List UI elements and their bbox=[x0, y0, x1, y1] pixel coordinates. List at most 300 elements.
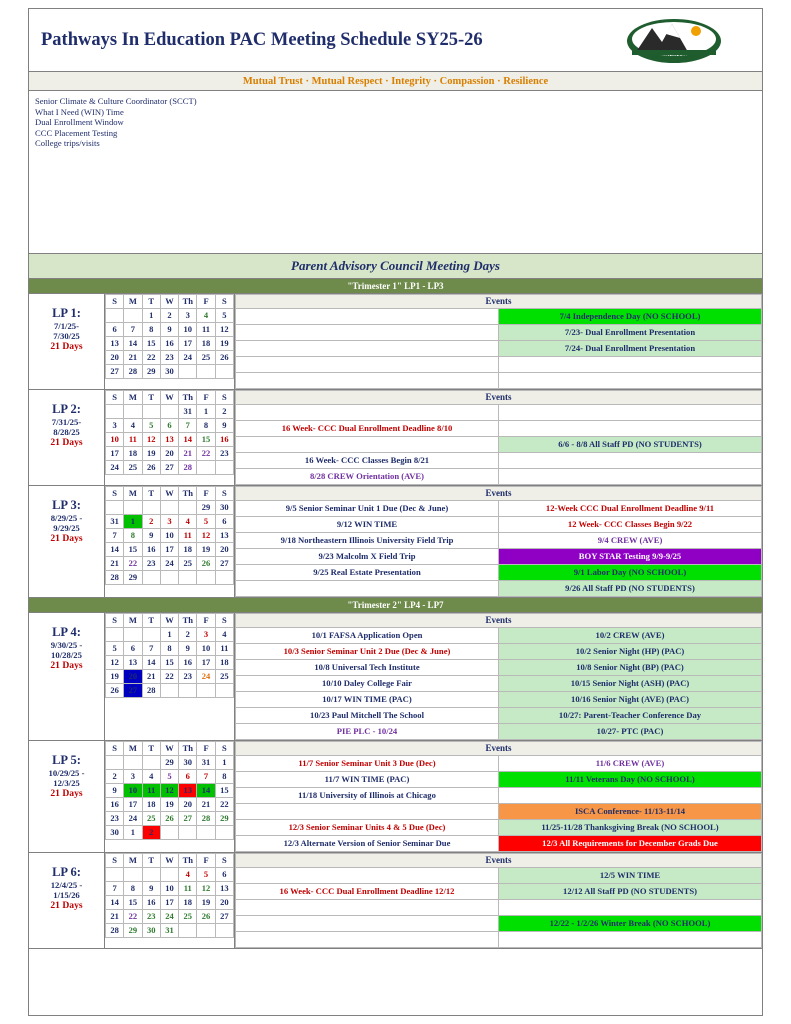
calendar-day-cell[interactable]: 10 bbox=[197, 642, 215, 656]
calendar-day-cell[interactable]: 4 bbox=[197, 309, 215, 323]
calendar-day-cell[interactable]: 24 bbox=[124, 812, 142, 826]
calendar-day-cell[interactable]: 12 bbox=[197, 882, 215, 896]
calendar-day-cell[interactable]: 14 bbox=[106, 543, 124, 557]
calendar-day-cell[interactable]: 23 bbox=[142, 557, 160, 571]
event-right-cell[interactable]: BOY STAR Testing 9/9-9/25 bbox=[499, 549, 762, 565]
calendar-day-cell[interactable]: 19 bbox=[160, 798, 178, 812]
calendar-day-cell[interactable]: 29 bbox=[142, 365, 160, 379]
event-left-cell[interactable] bbox=[236, 581, 499, 597]
event-left-cell[interactable]: 10/8 Universal Tech Institute bbox=[236, 660, 499, 676]
calendar-day-cell[interactable]: 10 bbox=[160, 882, 178, 896]
calendar-day-cell[interactable]: 12 bbox=[160, 784, 178, 798]
event-left-cell[interactable] bbox=[236, 804, 499, 820]
calendar-day-cell[interactable]: 4 bbox=[124, 419, 142, 433]
event-right-cell[interactable]: 9/26 All Staff PD (NO STUDENTS) bbox=[499, 581, 762, 597]
event-left-cell[interactable]: 12/3 Alternate Version of Senior Seminar Due bbox=[236, 836, 499, 852]
calendar-day-cell[interactable]: 5 bbox=[106, 642, 124, 656]
calendar-day-cell[interactable]: 12 bbox=[142, 433, 160, 447]
event-left-cell[interactable]: 10/3 Senior Seminar Unit 2 Due (Dec & June) bbox=[236, 644, 499, 660]
calendar-day-cell[interactable]: 2 bbox=[215, 405, 233, 419]
event-right-cell[interactable]: 10/2 Senior Night (HP) (PAC) bbox=[499, 644, 762, 660]
calendar-day-cell[interactable] bbox=[197, 684, 215, 698]
calendar-day-cell[interactable]: 14 bbox=[179, 433, 197, 447]
calendar-day-cell[interactable]: 21 bbox=[106, 910, 124, 924]
calendar-day-cell[interactable]: 25 bbox=[215, 670, 233, 684]
calendar-day-cell[interactable] bbox=[215, 461, 233, 475]
event-left-cell[interactable]: 11/7 Senior Seminar Unit 3 Due (Dec) bbox=[236, 756, 499, 772]
event-right-cell[interactable] bbox=[499, 788, 762, 804]
calendar-day-cell[interactable] bbox=[106, 628, 124, 642]
calendar-day-cell[interactable]: 3 bbox=[160, 515, 178, 529]
event-right-cell[interactable]: 9/4 CREW (AVE) bbox=[499, 533, 762, 549]
calendar-day-cell[interactable]: 31 bbox=[106, 515, 124, 529]
calendar-day-cell[interactable]: 28 bbox=[197, 812, 215, 826]
calendar-day-cell[interactable]: 2 bbox=[179, 628, 197, 642]
calendar-day-cell[interactable]: 4 bbox=[179, 868, 197, 882]
calendar-day-cell[interactable]: 9 bbox=[106, 784, 124, 798]
calendar-day-cell[interactable] bbox=[124, 501, 142, 515]
calendar-day-cell[interactable] bbox=[142, 501, 160, 515]
calendar-day-cell[interactable]: 24 bbox=[160, 910, 178, 924]
event-left-cell[interactable]: 9/23 Malcolm X Field Trip bbox=[236, 549, 499, 565]
calendar-day-cell[interactable]: 11 bbox=[179, 882, 197, 896]
calendar-day-cell[interactable] bbox=[106, 501, 124, 515]
calendar-day-cell[interactable]: 10 bbox=[160, 529, 178, 543]
calendar-day-cell[interactable] bbox=[179, 571, 197, 585]
calendar-day-cell[interactable]: 3 bbox=[106, 419, 124, 433]
calendar-day-cell[interactable] bbox=[160, 405, 178, 419]
calendar-day-cell[interactable]: 28 bbox=[106, 571, 124, 585]
calendar-day-cell[interactable]: 16 bbox=[215, 433, 233, 447]
calendar-day-cell[interactable]: 2 bbox=[106, 770, 124, 784]
calendar-day-cell[interactable]: 28 bbox=[142, 684, 160, 698]
event-left-cell[interactable]: 10/10 Daley College Fair bbox=[236, 676, 499, 692]
calendar-day-cell[interactable]: 23 bbox=[106, 812, 124, 826]
calendar-day-cell[interactable]: 18 bbox=[124, 447, 142, 461]
calendar-day-cell[interactable]: 1 bbox=[142, 309, 160, 323]
calendar-day-cell[interactable]: 24 bbox=[106, 461, 124, 475]
calendar-day-cell[interactable] bbox=[106, 756, 124, 770]
calendar-day-cell[interactable] bbox=[160, 571, 178, 585]
calendar-day-cell[interactable] bbox=[106, 868, 124, 882]
calendar-day-cell[interactable]: 23 bbox=[142, 910, 160, 924]
calendar-day-cell[interactable]: 14 bbox=[124, 337, 142, 351]
calendar-day-cell[interactable]: 26 bbox=[197, 910, 215, 924]
calendar-day-cell[interactable]: 11 bbox=[197, 323, 215, 337]
calendar-day-cell[interactable]: 2 bbox=[142, 515, 160, 529]
calendar-day-cell[interactable]: 6 bbox=[215, 515, 233, 529]
calendar-day-cell[interactable] bbox=[215, 571, 233, 585]
calendar-day-cell[interactable]: 6 bbox=[106, 323, 124, 337]
calendar-day-cell[interactable]: 2 bbox=[160, 309, 178, 323]
calendar-day-cell[interactable]: 16 bbox=[160, 337, 178, 351]
calendar-day-cell[interactable]: 8 bbox=[124, 882, 142, 896]
calendar-day-cell[interactable]: 9 bbox=[179, 642, 197, 656]
calendar-day-cell[interactable]: 13 bbox=[215, 882, 233, 896]
calendar-day-cell[interactable]: 16 bbox=[142, 896, 160, 910]
event-left-cell[interactable]: 9/25 Real Estate Presentation bbox=[236, 565, 499, 581]
calendar-day-cell[interactable]: 21 bbox=[142, 670, 160, 684]
calendar-day-cell[interactable]: 14 bbox=[106, 896, 124, 910]
event-left-cell[interactable]: 9/12 WIN TIME bbox=[236, 517, 499, 533]
calendar-day-cell[interactable]: 15 bbox=[124, 543, 142, 557]
calendar-day-cell[interactable]: 24 bbox=[179, 351, 197, 365]
calendar-day-cell[interactable]: 27 bbox=[179, 812, 197, 826]
calendar-day-cell[interactable]: 10 bbox=[106, 433, 124, 447]
calendar-day-cell[interactable]: 26 bbox=[142, 461, 160, 475]
calendar-day-cell[interactable]: 16 bbox=[179, 656, 197, 670]
event-left-cell[interactable]: 16 Week- CCC Dual Enrollment Deadline 8/10 bbox=[236, 421, 499, 437]
calendar-day-cell[interactable]: 29 bbox=[215, 812, 233, 826]
calendar-day-cell[interactable]: 13 bbox=[106, 337, 124, 351]
calendar-day-cell[interactable] bbox=[142, 628, 160, 642]
calendar-day-cell[interactable]: 29 bbox=[160, 756, 178, 770]
calendar-day-cell[interactable]: 13 bbox=[179, 784, 197, 798]
calendar-day-cell[interactable]: 14 bbox=[197, 784, 215, 798]
calendar-day-cell[interactable]: 25 bbox=[142, 812, 160, 826]
calendar-day-cell[interactable]: 25 bbox=[124, 461, 142, 475]
calendar-day-cell[interactable]: 10 bbox=[124, 784, 142, 798]
calendar-day-cell[interactable]: 9 bbox=[142, 882, 160, 896]
calendar-day-cell[interactable]: 14 bbox=[142, 656, 160, 670]
calendar-day-cell[interactable]: 18 bbox=[179, 896, 197, 910]
calendar-day-cell[interactable]: 8 bbox=[142, 323, 160, 337]
event-left-cell[interactable]: PIE PLC - 10/24 bbox=[236, 724, 499, 740]
calendar-day-cell[interactable]: 21 bbox=[124, 351, 142, 365]
calendar-day-cell[interactable]: 27 bbox=[106, 365, 124, 379]
event-right-cell[interactable]: 12/5 WIN TIME bbox=[499, 868, 762, 884]
calendar-day-cell[interactable]: 1 bbox=[124, 826, 142, 840]
event-right-cell[interactable]: 11/25-11/28 Thanksgiving Break (NO SCHOOL) bbox=[499, 820, 762, 836]
calendar-day-cell[interactable] bbox=[160, 826, 178, 840]
calendar-day-cell[interactable]: 31 bbox=[197, 756, 215, 770]
event-left-cell[interactable] bbox=[236, 373, 499, 389]
calendar-day-cell[interactable]: 28 bbox=[124, 365, 142, 379]
calendar-day-cell[interactable] bbox=[179, 826, 197, 840]
calendar-day-cell[interactable]: 13 bbox=[160, 433, 178, 447]
calendar-day-cell[interactable]: 7 bbox=[124, 323, 142, 337]
calendar-day-cell[interactable]: 20 bbox=[215, 543, 233, 557]
calendar-day-cell[interactable] bbox=[197, 461, 215, 475]
calendar-day-cell[interactable]: 7 bbox=[142, 642, 160, 656]
calendar-day-cell[interactable]: 21 bbox=[197, 798, 215, 812]
calendar-day-cell[interactable]: 21 bbox=[106, 557, 124, 571]
calendar-day-cell[interactable] bbox=[142, 868, 160, 882]
calendar-day-cell[interactable]: 19 bbox=[106, 670, 124, 684]
calendar-day-cell[interactable]: 7 bbox=[106, 529, 124, 543]
calendar-day-cell[interactable]: 30 bbox=[160, 365, 178, 379]
calendar-day-cell[interactable] bbox=[160, 868, 178, 882]
calendar-day-cell[interactable]: 15 bbox=[215, 784, 233, 798]
event-left-cell[interactable]: 11/7 WIN TIME (PAC) bbox=[236, 772, 499, 788]
event-left-cell[interactable] bbox=[236, 309, 499, 325]
event-right-cell[interactable]: 12 Week- CCC Classes Begin 9/22 bbox=[499, 517, 762, 533]
calendar-day-cell[interactable]: 23 bbox=[179, 670, 197, 684]
calendar-day-cell[interactable]: 28 bbox=[106, 924, 124, 938]
calendar-day-cell[interactable]: 22 bbox=[142, 351, 160, 365]
calendar-day-cell[interactable]: 26 bbox=[197, 557, 215, 571]
calendar-day-cell[interactable] bbox=[197, 571, 215, 585]
calendar-day-cell[interactable]: 27 bbox=[160, 461, 178, 475]
event-left-cell[interactable] bbox=[236, 341, 499, 357]
event-left-cell[interactable]: 9/5 Senior Seminar Unit 1 Due (Dec & June) bbox=[236, 501, 499, 517]
calendar-day-cell[interactable] bbox=[160, 684, 178, 698]
event-right-cell[interactable]: 12/22 - 1/2/26 Winter Break (NO SCHOOL) bbox=[499, 916, 762, 932]
calendar-day-cell[interactable] bbox=[179, 365, 197, 379]
calendar-day-cell[interactable]: 17 bbox=[197, 656, 215, 670]
calendar-day-cell[interactable]: 3 bbox=[179, 309, 197, 323]
event-right-cell[interactable]: 12/3 All Requirements for December Grads Due bbox=[499, 836, 762, 852]
calendar-day-cell[interactable]: 3 bbox=[124, 770, 142, 784]
calendar-day-cell[interactable] bbox=[197, 365, 215, 379]
event-right-cell[interactable]: 7/4 Independence Day (NO SCHOOL) bbox=[499, 309, 762, 325]
event-right-cell[interactable]: 6/6 - 8/8 All Staff PD (NO STUDENTS) bbox=[499, 437, 762, 453]
calendar-day-cell[interactable]: 6 bbox=[160, 419, 178, 433]
event-right-cell[interactable]: 10/2 CREW (AVE) bbox=[499, 628, 762, 644]
calendar-day-cell[interactable]: 9 bbox=[142, 529, 160, 543]
calendar-day-cell[interactable]: 16 bbox=[106, 798, 124, 812]
calendar-day-cell[interactable] bbox=[124, 309, 142, 323]
calendar-day-cell[interactable]: 12 bbox=[215, 323, 233, 337]
event-right-cell[interactable]: 11/11 Veterans Day (NO SCHOOL) bbox=[499, 772, 762, 788]
calendar-day-cell[interactable]: 27 bbox=[215, 910, 233, 924]
event-right-cell[interactable] bbox=[499, 405, 762, 421]
calendar-day-cell[interactable]: 25 bbox=[179, 557, 197, 571]
calendar-day-cell[interactable]: 26 bbox=[106, 684, 124, 698]
calendar-day-cell[interactable]: 22 bbox=[124, 910, 142, 924]
lp-name: LP 4: bbox=[52, 625, 81, 639]
calendar-day-cell[interactable]: 25 bbox=[197, 351, 215, 365]
calendar-day-cell[interactable]: 8 bbox=[124, 529, 142, 543]
calendar-day-cell[interactable]: 20 bbox=[179, 798, 197, 812]
calendar-day-cell[interactable]: 29 bbox=[124, 571, 142, 585]
calendar-day-cell[interactable] bbox=[124, 756, 142, 770]
calendar-day-cell[interactable]: 6 bbox=[124, 642, 142, 656]
event-left-cell[interactable] bbox=[236, 932, 499, 948]
event-row bbox=[236, 820, 762, 836]
calendar-day-cell[interactable]: 24 bbox=[197, 670, 215, 684]
event-right-cell[interactable] bbox=[499, 932, 762, 948]
calendar-day-cell[interactable]: 4 bbox=[215, 628, 233, 642]
calendar-day-cell[interactable]: 31 bbox=[160, 924, 178, 938]
calendar-day-cell[interactable]: 30 bbox=[179, 756, 197, 770]
event-left-cell[interactable]: 10/17 WIN TIME (PAC) bbox=[236, 692, 499, 708]
calendar-day-cell[interactable]: 12 bbox=[106, 656, 124, 670]
calendar-day-cell[interactable]: 30 bbox=[215, 501, 233, 515]
calendar-day-cell[interactable]: 5 bbox=[197, 515, 215, 529]
calendar-day-cell[interactable]: 30 bbox=[106, 826, 124, 840]
calendar-day-cell[interactable]: 17 bbox=[124, 798, 142, 812]
calendar-day-cell[interactable]: 28 bbox=[179, 461, 197, 475]
calendar-day-cell[interactable] bbox=[215, 365, 233, 379]
calendar-day-cell[interactable]: 11 bbox=[142, 784, 160, 798]
calendar-day-cell[interactable]: 3 bbox=[197, 628, 215, 642]
event-right-cell[interactable]: 10/27: Parent-Teacher Conference Day bbox=[499, 708, 762, 724]
calendar-day-cell[interactable]: 1 bbox=[160, 628, 178, 642]
event-left-cell[interactable] bbox=[236, 437, 499, 453]
calendar-day-cell[interactable]: 31 bbox=[179, 405, 197, 419]
calendar-day-cell[interactable]: 17 bbox=[160, 543, 178, 557]
calendar-day-cell[interactable]: 30 bbox=[142, 924, 160, 938]
event-row bbox=[236, 437, 762, 453]
calendar-day-cell[interactable]: 23 bbox=[160, 351, 178, 365]
event-right-cell[interactable] bbox=[499, 900, 762, 916]
calendar-day-cell[interactable]: 7 bbox=[197, 770, 215, 784]
event-left-cell[interactable]: 8/28 CREW Orientation (AVE) bbox=[236, 469, 499, 485]
calendar-day-cell[interactable]: 27 bbox=[215, 557, 233, 571]
calendar-day-cell[interactable]: 19 bbox=[197, 543, 215, 557]
event-left-cell[interactable] bbox=[236, 916, 499, 932]
calendar-day-cell[interactable]: 17 bbox=[106, 447, 124, 461]
event-left-cell[interactable]: 10/23 Paul Mitchell The School bbox=[236, 708, 499, 724]
calendar-day-cell[interactable]: 6 bbox=[179, 770, 197, 784]
calendar-day-cell[interactable]: 7 bbox=[106, 882, 124, 896]
calendar-day-cell[interactable]: 20 bbox=[160, 447, 178, 461]
calendar-day-cell[interactable]: 5 bbox=[197, 868, 215, 882]
calendar-day-cell[interactable]: 26 bbox=[160, 812, 178, 826]
calendar-day-cell[interactable]: 15 bbox=[124, 896, 142, 910]
event-left-cell[interactable]: 16 Week- CCC Dual Enrollment Deadline 12/12 bbox=[236, 884, 499, 900]
event-right-cell[interactable]: 10/15 Senior Night (ASH) (PAC) bbox=[499, 676, 762, 692]
calendar-day-cell[interactable]: 22 bbox=[124, 557, 142, 571]
event-right-cell[interactable] bbox=[499, 453, 762, 469]
calendar-day-cell[interactable]: 20 bbox=[124, 670, 142, 684]
event-right-cell[interactable]: 12/12 All Staff PD (NO STUDENTS) bbox=[499, 884, 762, 900]
event-left-cell[interactable]: 10/1 FAFSA Application Open bbox=[236, 628, 499, 644]
event-row bbox=[236, 900, 762, 916]
calendar-day-cell[interactable]: 9 bbox=[215, 419, 233, 433]
calendar-day-cell[interactable]: 20 bbox=[106, 351, 124, 365]
calendar-day-cell[interactable]: 9 bbox=[160, 323, 178, 337]
calendar-day-cell[interactable] bbox=[197, 924, 215, 938]
calendar-day-cell[interactable]: 22 bbox=[215, 798, 233, 812]
calendar-day-cell[interactable]: 15 bbox=[197, 433, 215, 447]
lp-date-start: 7/1/25- bbox=[53, 321, 80, 331]
calendar-day-cell[interactable]: 27 bbox=[124, 684, 142, 698]
calendar-day-cell[interactable]: 4 bbox=[142, 770, 160, 784]
calendar-day-cell[interactable] bbox=[215, 924, 233, 938]
calendar-day-cell[interactable]: 19 bbox=[215, 337, 233, 351]
calendar-day-cell[interactable]: 2 bbox=[142, 826, 160, 840]
calendar-day-cell[interactable] bbox=[215, 826, 233, 840]
calendar-day-cell[interactable]: 1 bbox=[197, 405, 215, 419]
calendar-day-cell[interactable]: 29 bbox=[124, 924, 142, 938]
calendar-day-cell[interactable]: 16 bbox=[142, 543, 160, 557]
event-right-cell[interactable] bbox=[499, 373, 762, 389]
event-left-cell[interactable]: 9/18 Northeastern Illinois University Field Trip bbox=[236, 533, 499, 549]
calendar-day-cell[interactable]: 29 bbox=[197, 501, 215, 515]
calendar-day-cell[interactable]: 1 bbox=[124, 515, 142, 529]
event-right-cell[interactable] bbox=[499, 469, 762, 485]
event-right-cell[interactable]: 12-Week CCC Dual Enrollment Deadline 9/11 bbox=[499, 501, 762, 517]
calendar-day-cell[interactable]: 20 bbox=[215, 896, 233, 910]
calendar-day-cell[interactable]: 5 bbox=[160, 770, 178, 784]
event-left-cell[interactable] bbox=[236, 868, 499, 884]
calendar-day-cell[interactable]: 26 bbox=[215, 351, 233, 365]
calendar-day-cell[interactable]: 5 bbox=[215, 309, 233, 323]
calendar-day-cell[interactable] bbox=[142, 405, 160, 419]
calendar-day-cell[interactable]: 13 bbox=[215, 529, 233, 543]
calendar-day-cell[interactable] bbox=[179, 924, 197, 938]
event-left-cell[interactable] bbox=[236, 900, 499, 916]
event-right-cell[interactable]: 7/24- Dual Enrollment Presentation bbox=[499, 341, 762, 357]
event-left-cell[interactable]: 12/3 Senior Seminar Units 4 & 5 Due (Dec) bbox=[236, 820, 499, 836]
event-row bbox=[236, 932, 762, 948]
event-left-cell[interactable]: 16 Week- CCC Classes Begin 8/21 bbox=[236, 453, 499, 469]
calendar-day-cell[interactable] bbox=[179, 501, 197, 515]
event-right-cell[interactable]: 11/6 CREW (AVE) bbox=[499, 756, 762, 772]
calendar-day-cell[interactable] bbox=[179, 684, 197, 698]
calendar-day-cell[interactable]: 8 bbox=[160, 642, 178, 656]
calendar-day-cell[interactable] bbox=[124, 868, 142, 882]
calendar-day-cell[interactable] bbox=[215, 684, 233, 698]
calendar-day-cell[interactable]: 7 bbox=[179, 419, 197, 433]
calendar-day-cell[interactable] bbox=[124, 628, 142, 642]
calendar-day-cell[interactable]: 1 bbox=[215, 756, 233, 770]
calendar-day-cell[interactable] bbox=[124, 405, 142, 419]
calendar-day-cell[interactable]: 6 bbox=[215, 868, 233, 882]
calendar-day-cell[interactable]: 17 bbox=[160, 896, 178, 910]
calendar-day-cell[interactable] bbox=[142, 756, 160, 770]
calendar-day-cell[interactable]: 10 bbox=[179, 323, 197, 337]
calendar-day-cell[interactable]: 13 bbox=[124, 656, 142, 670]
calendar-day-cell[interactable]: 18 bbox=[215, 656, 233, 670]
calendar-day-cell[interactable] bbox=[160, 501, 178, 515]
event-right-cell[interactable]: 10/8 Senior Night (BP) (PAC) bbox=[499, 660, 762, 676]
calendar-day-cell[interactable] bbox=[106, 309, 124, 323]
calendar-day-cell[interactable]: 23 bbox=[215, 447, 233, 461]
calendar-day-cell[interactable]: 18 bbox=[142, 798, 160, 812]
event-right-cell[interactable]: 9/1 Labor Day (NO SCHOOL) bbox=[499, 565, 762, 581]
calendar-day-cell[interactable]: 19 bbox=[197, 896, 215, 910]
calendar-day-cell[interactable]: 8 bbox=[215, 770, 233, 784]
calendar-day-cell[interactable]: 15 bbox=[142, 337, 160, 351]
event-right-cell[interactable] bbox=[499, 357, 762, 373]
calendar-day-cell[interactable]: 5 bbox=[142, 419, 160, 433]
calendar-day-cell[interactable]: 18 bbox=[197, 337, 215, 351]
calendar-day-cell[interactable]: 15 bbox=[160, 656, 178, 670]
event-right-cell[interactable]: 7/23- Dual Enrollment Presentation bbox=[499, 325, 762, 341]
calendar-day-cell[interactable]: 12 bbox=[197, 529, 215, 543]
calendar-day-cell[interactable]: 11 bbox=[179, 529, 197, 543]
event-right-cell[interactable] bbox=[499, 421, 762, 437]
calendar-day-cell[interactable] bbox=[106, 405, 124, 419]
calendar-day-cell[interactable]: 4 bbox=[179, 515, 197, 529]
calendar-day-cell[interactable]: 11 bbox=[215, 642, 233, 656]
events-column bbox=[235, 613, 762, 740]
event-right-cell[interactable]: ISCA Conference- 11/13-11/14 bbox=[499, 804, 762, 820]
learning-period-label bbox=[29, 486, 105, 597]
calendar-day-cell[interactable]: 24 bbox=[160, 557, 178, 571]
calendar-day-cell[interactable]: 11 bbox=[124, 433, 142, 447]
calendar-day-cell[interactable]: 17 bbox=[179, 337, 197, 351]
calendar-day-cell[interactable]: 18 bbox=[179, 543, 197, 557]
calendar-day-cell[interactable]: 19 bbox=[142, 447, 160, 461]
event-right-cell[interactable]: 10/16 Senior Night (AVE) (PAC) bbox=[499, 692, 762, 708]
calendar-day-cell[interactable] bbox=[142, 571, 160, 585]
event-left-cell[interactable] bbox=[236, 405, 499, 421]
event-left-cell[interactable] bbox=[236, 325, 499, 341]
calendar-day-cell[interactable]: 8 bbox=[197, 419, 215, 433]
calendar-day-cell[interactable]: 21 bbox=[179, 447, 197, 461]
event-left-cell[interactable] bbox=[236, 357, 499, 373]
calendar-day-cell[interactable]: 22 bbox=[197, 447, 215, 461]
calendar-day-cell[interactable]: 22 bbox=[160, 670, 178, 684]
event-left-cell[interactable]: 11/18 University of Illinois at Chicago bbox=[236, 788, 499, 804]
calendar-day-cell[interactable] bbox=[197, 826, 215, 840]
calendar-day-cell[interactable]: 25 bbox=[179, 910, 197, 924]
event-right-cell[interactable]: 10/27- PTC (PAC) bbox=[499, 724, 762, 740]
